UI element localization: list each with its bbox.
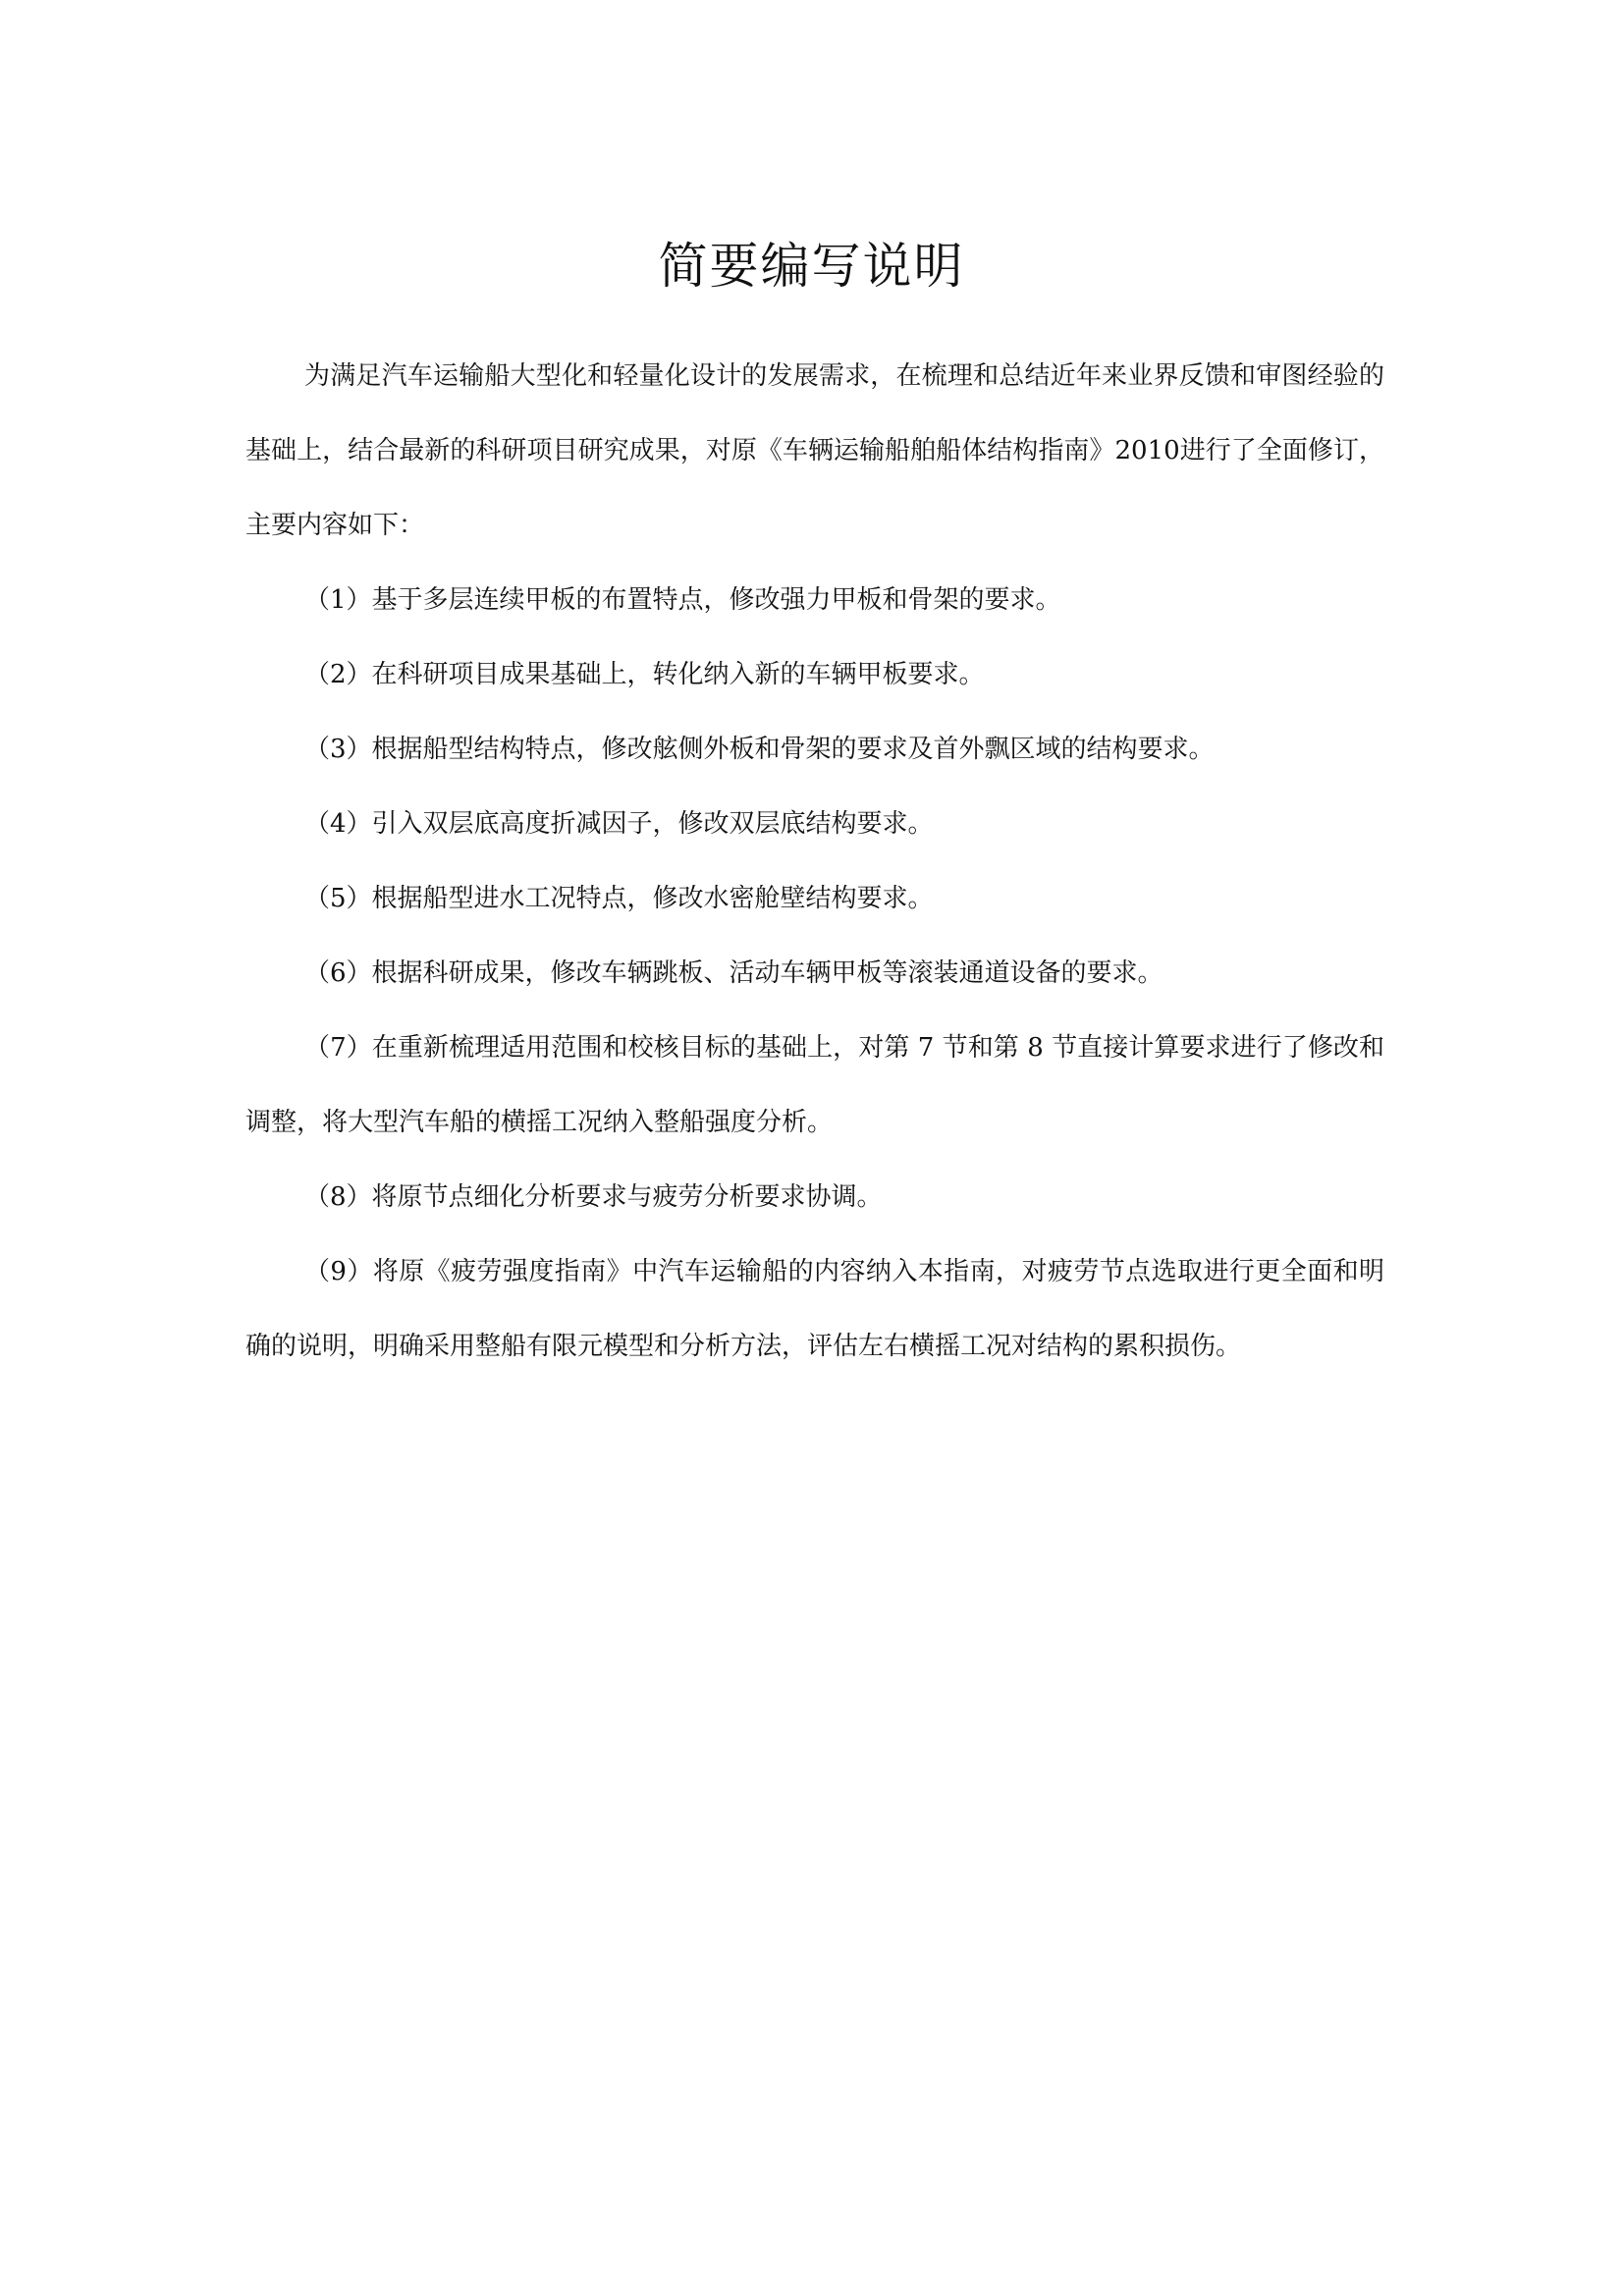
item-7: （7）在重新梳理适用范围和校核目标的基础上，对第 7 节和第 8 节直接计算要求进行了修改和调整，将大型汽车船的横摇工况纳入整船强度分析。 bbox=[245, 1033, 1384, 1137]
item-6: （6）根据科研成果，修改车辆跳板、活动车辆甲板等滚装通道设备的要求。 bbox=[304, 958, 1163, 988]
item-2: （2）在科研项目成果基础上，转化纳入新的车辆甲板要求。 bbox=[304, 660, 985, 689]
item-9: （9）将原《疲劳强度指南》中汽车运输船的内容纳入本指南，对疲劳节点选取进行更全面和明确的说明，明确采用整船有限元模型和分析方法，评估左右横摇工况对结构的累积损伤。 bbox=[245, 1257, 1384, 1361]
item-3: （3）根据船型结构特点，修改舷侧外板和骨架的要求及首外飘区域的结构要求。 bbox=[304, 735, 1215, 764]
item-4: （4）引入双层底高度折减因子，修改双层底结构要求。 bbox=[304, 809, 934, 839]
page-title: 简要编写说明 bbox=[658, 238, 965, 295]
item-8: （8）将原节点细化分析要求与疲劳分析要求协调。 bbox=[304, 1182, 883, 1212]
document-body bbox=[245, 339, 1384, 1384]
intro-paragraph: 为满足汽车运输船大型化和轻量化设计的发展需求，在梳理和总结近年来业界反馈和审图经验的基础上，结合最新的科研项目研究成果，对原《车辆运输船舶船体结构指南》2010进行了全面修订，主要内容如下： bbox=[245, 361, 1384, 540]
item-5: （5）根据船型进水工况特点，修改水密舱壁结构要求。 bbox=[304, 884, 934, 913]
item-1: （1）基于多层连续甲板的布置特点，修改强力甲板和骨架的要求。 bbox=[304, 585, 1061, 615]
